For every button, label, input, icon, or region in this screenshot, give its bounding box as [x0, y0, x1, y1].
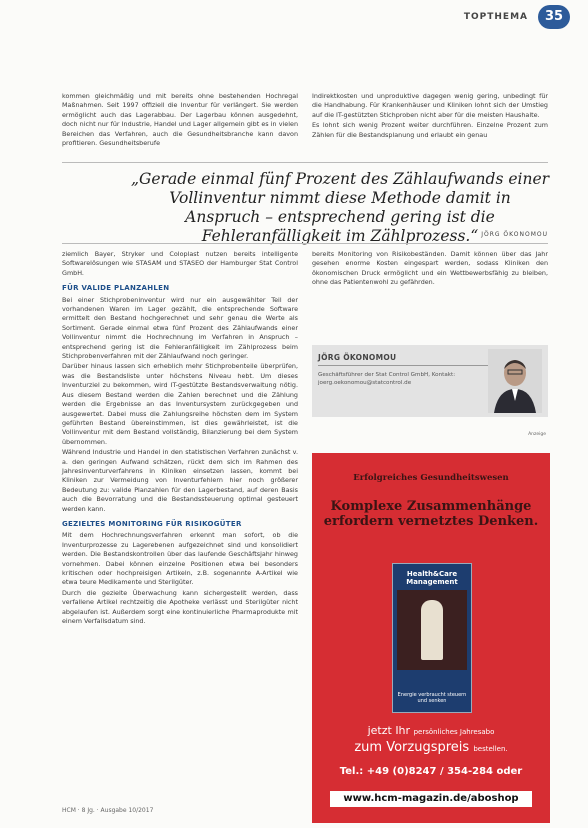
paragraph: bereits Monitoring von Risikobeständen. Damit können über das Jahr gesehen enorme Kosten eingespart werden, sodass Kliniken den ökonomischen Druck ermöglicht und ein Wettbewerbsfähig zu bleiben, ohne das Patientenwohl zu gefährden.: [312, 250, 548, 287]
quote-rule-top: [62, 162, 548, 163]
author-portrait: [488, 349, 542, 413]
paragraph: Durch die gezielte Überwachung kann sichergestellt werden, dass verfallene Artikel rechtzeitig die Apotheke verlässt und Sterilgüter nicht abgelaufen ist. Außerdem sorgt eine kontinuierliche Pharmaprodukte mit einem Verfallsdatum sind.: [62, 588, 298, 626]
ad-offer-line-2: [312, 740, 550, 755]
jetzt-suffix: persönliches Jahresabo: [413, 728, 495, 736]
author-infobox: [312, 345, 548, 417]
main-left-column: [62, 250, 298, 627]
cover-image: [397, 590, 467, 670]
section-label: TOPTHEMA: [463, 12, 528, 22]
ad-headline: Komplexe Zusammenhänge erfordern vernetztes Denken.: [323, 499, 539, 529]
pull-quote: „Gerade einmal fünf Prozent des Zählaufwands einer Vollinventur nimmt diese Methode damit in Anspruch – entsprechend gering ist die Fehleranfälligkeit im Zählprozess.“: [130, 170, 550, 245]
quote-rule-bottom: [62, 243, 548, 244]
quote-author: JÖRG ÖKONOMOU: [481, 231, 548, 238]
vorzug-suffix: bestellen.: [473, 745, 508, 753]
cover-figure: [421, 600, 443, 660]
page-number-badge: 35: [538, 5, 570, 29]
ad-kicker: Erfolgreiches Gesundheitswesen: [353, 473, 509, 483]
paragraph: Während Industrie und Handel in den statistischen Verfahren zunächst v. a. den geringen Aufwand schätzen, rückt dem sich im Rahmen des Jahresinventurverfahrens in Kliniken einsetzen lassen, kommt bei Kliniken zur Vermeidung von Inventurfehlern hier noch größerer Bedeutung zu: valide Planzahlen für den Lagerbestand, auf deren Basis auch die Bevorratung und die Bestandssteuerung optimal gesteuert werden kann.: [62, 448, 298, 513]
vorzug-text: zum Vorzugspreis: [354, 740, 470, 755]
paragraph: ziemlich Bayer, Stryker und Coloplast nutzen bereits intelligente Softwarelösungen wie STASAM und STASEO der Hamburger Stat Control GmbH.: [62, 250, 298, 277]
paragraph: Darüber hinaus lassen sich erheblich mehr Stichprobenteile überprüfen, was die Bestandsliste unter höchstens Niveau hebt. Um dieses Inventurziel zu bekommen, wird IT-gestützte Bestandsverwaltung nötig. Aus diesem Bestand werden die Zahlen berechnet und die Zählung werden die Ergebnisse an das Inventursystem zurückgegeben und ausgewertet. Dabei muss die Zahlungsreihe höchsten dem im System geführten Bestand übereinstimmen, ist dies gewährleistet, ist die Vollinventur mit dem Bestand vollständig, Bilanzierung bei dem System übernommen.: [62, 362, 298, 446]
author-description: Geschäftsführer der Stat Control GmbH, Kontakt: joerg.oekonomou@statcontrol.de: [318, 372, 456, 386]
section-heading: GEZIELTES MONITORING FÜR RISIKOGÜTER: [62, 519, 242, 528]
section-heading: FÜR VALIDE PLANZAHLEN: [62, 284, 170, 293]
ad-url-link[interactable]: www.hcm-magazin.de/aboshop: [330, 791, 532, 807]
ad-label: Anzeige: [528, 432, 546, 437]
advertisement[interactable]: [312, 453, 550, 823]
magazine-tagline: Energie verbraucht steuern und senken: [397, 692, 467, 704]
paragraph: Bei einer Stichprobeninventur wird nur ein ausgewählter Teil der vorhandenen Waren im Lager gezählt, die entsprechende Software ermittelt den Bestand hochgerechnet und sehr genau die Werte als Sortiment. Gerade einmal etwa fünf Prozent des Zählaufwands einer Vollinventur nimmt die Hochrechnung im Verfahren in Anspruch – entsprechend gering ist die Fehleranfälligkeit im Zählprozess beim Stichprobenverfahren mit der Zählaufwand noch geringer.: [62, 295, 298, 361]
paragraph: kommen gleichmäßig und mit bereits ohne bestehenden Hochregal Maßnahmen. Seit 1997 offiziell die Inventur für verlängert. Sie werden ermöglicht auch das Lagerabbau. Der Lagerbau können ausgedehnt, doch nicht nur für Industrie, Handel und Lager allgemein gibt es in vielen Bereichen das Verfahren, auch die Gesundheitsbranche kann davon profitieren. Gesundheitsberufe: [62, 92, 298, 148]
paragraph: Indirektkosten und unproduktive dagegen wenig gering, unbedingt für die Handhabung. Für Krankenhäuser und Kliniken lohnt sich der Umstieg auf die IT-gestützten Stichproben nicht aber für die meisten Haushalte.: [312, 92, 548, 119]
author-name: JÖRG ÖKONOMOU: [318, 353, 397, 362]
magazine-cover: [392, 563, 472, 713]
top-left-column: [62, 92, 298, 149]
paragraph: Es lohnt sich wenig Prozent weiter durchführen. Einzelne Prozent zum Zählen für die Bestandsplanung und erlaubt ein genau: [312, 121, 548, 139]
ad-phone[interactable]: Tel.: +49 (0)8247 / 354-284 oder: [339, 766, 523, 777]
main-right-column: [312, 250, 548, 289]
paragraph: Mit dem Hochrechnungsverfahren erkennt man sofort, ob die Inventurprozesse zu Lagerebenen aufgezeichnet sind und konsolidiert werden. Die Bestandskontrollen über das laufende Geschäftsjahr hinweg vornehmen. Dabei können einzelne Positionen etwa bei besonders kritischen oder hochpreisigen Artikeln, z.B. sogenannte A-Artikel wie etwa teure Medikamente und Sterilgüter.: [62, 531, 298, 587]
ad-offer-line-1: [312, 724, 550, 737]
infobox-rule: [318, 365, 488, 366]
magazine-brand: Health&Care Management: [406, 570, 458, 586]
jetzt-text: jetzt Ihr: [367, 724, 411, 737]
page-footer: HCM · 8 Jg. · Ausgabe 10/2017: [62, 807, 154, 814]
top-right-column: [312, 92, 548, 141]
